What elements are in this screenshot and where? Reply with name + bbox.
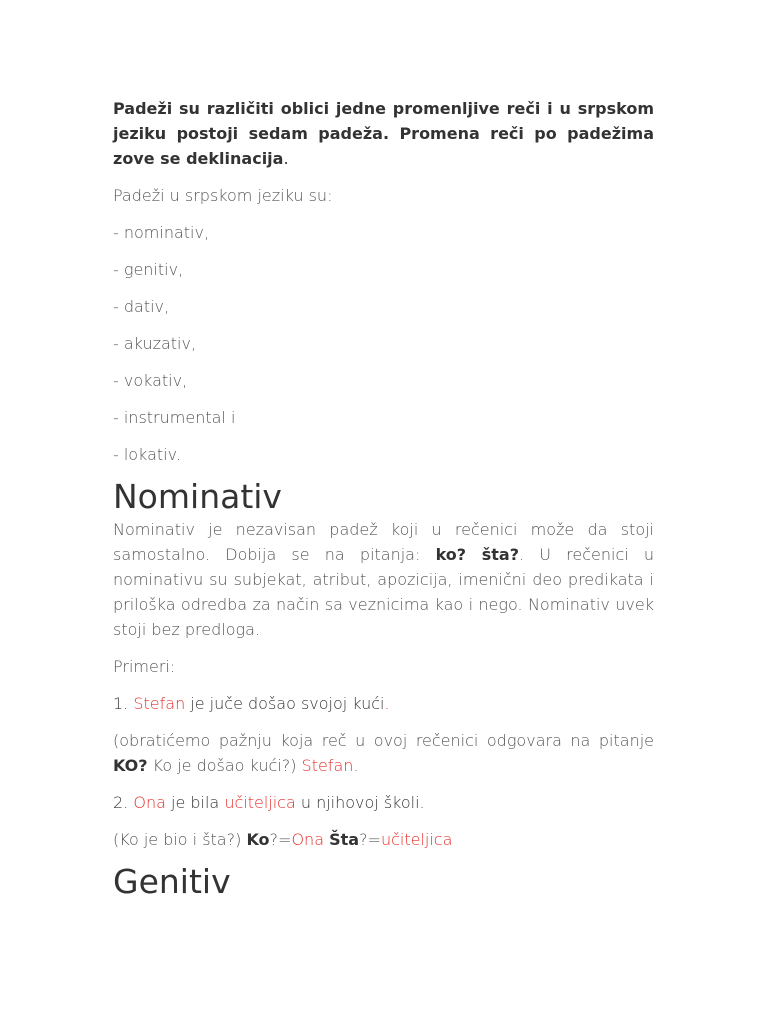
note-1-dot: . [353,756,359,775]
intro-period: . [283,149,289,168]
list-item: - instrumental i [113,408,236,427]
document-page [113,96,654,902]
nominativ-questions: ko? šta? [435,545,519,564]
list-item: - akuzativ, [113,334,197,353]
list-item: - genitiv, [113,260,184,279]
example-2-object: učiteljica [224,793,296,812]
list-item: - vokativ, [113,371,188,390]
list-item: - dativ, [113,297,170,316]
intro-paragraph [113,96,654,171]
nominativ-text-b: . U rečenici u nominativu su subjekat, atribut, apozicija, imenični deo predikata i priloška odredba za način sa veznicima kao i nego. Nominativ uvek stoji bez predloga. [113,545,655,639]
nominativ-text-a: Nominativ je nezavisan padež koji u rečenici može da stoji samostalno. Dobija se na pitanja: [113,520,654,564]
note-1-question: KO? [113,756,148,775]
heading-nominativ: Nominativ [113,477,282,516]
examples-label: Primeri: [113,657,176,676]
note-2-ona: Ona [291,830,324,849]
note-2-sta: Šta [329,830,360,849]
example-2-rest: u njihovoj školi. [295,793,425,812]
list-item: - lokativ. [113,445,181,464]
cases-intro: Padeži u srpskom jeziku su: [113,186,333,205]
intro-bold-text: Padeži su različiti oblici jedne promenljive reči i u srpskom jeziku postoji sedam padeža. Promena reči po padežima zove se deklinacija [113,99,654,168]
cases-list [113,220,654,467]
example-1-dot: . [384,694,390,713]
note-1-text-a: (obratićemo pažnju koja reč u ovoj rečenici odgovara na pitanje [113,731,654,750]
example-1-subject: Stefan [133,694,186,713]
list-item: - nominativ, [113,223,210,242]
example-1 [113,691,654,716]
note-2-eq-2: ?= [359,830,381,849]
note-1-answer: Stefan [301,756,354,775]
note-2-uciteljica: učiteljica [380,830,453,849]
heading-genitiv: Genitiv [113,862,231,901]
example-2 [113,790,654,815]
example-2-mid: je bila [165,793,225,812]
example-2-note [113,827,654,852]
example-1-rest: je juče došao svojoj kući [185,694,385,713]
example-2-subject: Ona [133,793,166,812]
note-1-text-b: Ko je došao kući?) [147,756,302,775]
note-2-ko: Ko [246,830,270,849]
note-2-text-a: (Ko je bio i šta?) [113,830,247,849]
note-2-eq-1: ?= [269,830,292,849]
nominativ-paragraph [113,517,654,642]
example-1-number: 1. [113,694,134,713]
example-2-number: 2. [113,793,134,812]
example-1-note [113,728,654,778]
